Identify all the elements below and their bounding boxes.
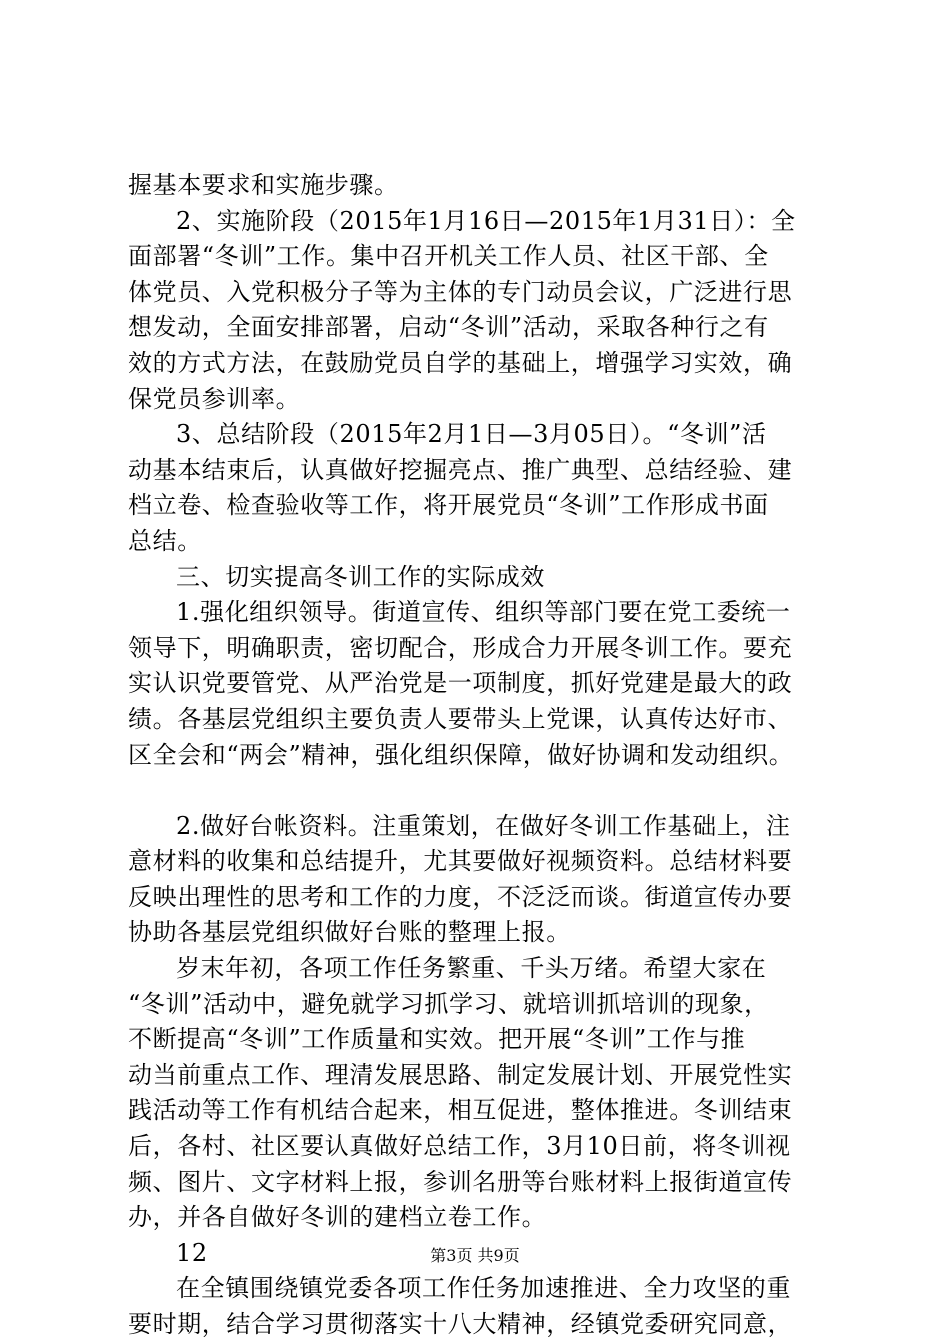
text-line-5: 想发动，全面安排部署，启动“冬训”活动，采取各种行之有: [128, 313, 769, 342]
text-line-25: 不断提高“冬训”工作质量和实效。把开展“冬训”工作与推: [128, 1025, 746, 1054]
text-line-9: 动基本结束后，认真做好挖掘亮点、推广典型、总结经验、建: [128, 455, 793, 484]
text-line-15: 实认识党要管党、从严治党是一项制度，抓好党建是最大的政: [128, 669, 793, 698]
text-line-7: 保党员参训率。: [128, 384, 301, 413]
text-line-10: 档立卷、检查验收等工作，将开展党员“冬训”工作形成书面: [128, 491, 769, 520]
text-line-13: 1.强化组织领导。街道宣传、组织等部门要在党工委统一: [176, 598, 791, 627]
text-line-14: 领导下，明确职责，密切配合，形成合力开展冬训工作。要充: [128, 633, 793, 662]
text-line-16: 绩。各基层党组织主要负责人要带头上党课，认真传达好市、: [128, 704, 793, 733]
text-line-8: 3、总结阶段（2015年2月1日—3月05日）。“冬训”活: [176, 420, 767, 449]
blank-line: [128, 773, 833, 809]
text-line-21: 反映出理性的思考和工作的力度，不泛泛而谈。街道宣传办要: [128, 882, 793, 911]
text-line-29: 频、图片、文字材料上报，参训名册等台账材料上报街道宣传: [128, 1167, 793, 1196]
text-line-20: 意材料的收集和总结提升，尤其要做好视频资料。总结材料要: [128, 847, 793, 876]
text-line-28: 后，各村、社区要认真做好总结工作，3月10日前，将冬训视: [128, 1132, 791, 1161]
text-line-4: 体党员、入党积极分子等为主体的专门动员会议，广泛进行思: [128, 277, 793, 306]
text-line-3: 面部署“冬训”工作。集中召开机关工作人员、社区干部、全: [128, 242, 769, 271]
section-heading: 三、切实提高冬训工作的实际成效: [176, 562, 545, 591]
text-line-31: 12: [176, 1238, 208, 1267]
text-line-1: 握基本要求和实施步骤。: [128, 171, 399, 199]
page-footer: 第3页 共9页: [430, 1246, 520, 1265]
text-line-11: 总结。: [128, 526, 202, 555]
text-line-32: 在全镇围绕镇党委各项工作任务加速推进、全力攻坚的重: [176, 1274, 791, 1303]
text-line-23: 岁末年初，各项工作任务繁重、千头万绪。希望大家在: [176, 954, 767, 983]
text-line-30: 办，并各自做好冬训的建档立卷工作。: [128, 1203, 547, 1232]
text-line-24: “冬训”活动中，避免就学习抓学习、就培训抓培训的现象，: [128, 989, 769, 1018]
text-line-22: 协助各基层党组织做好台账的整理上报。: [128, 918, 571, 947]
text-line-19: 2.做好台帐资料。注重策划，在做好冬训工作基础上，注: [176, 811, 791, 840]
text-line-26: 动当前重点工作、理清发展思路、制定发展计划、开展党性实: [128, 1060, 793, 1089]
document-body: [128, 168, 833, 1343]
text-line-2: 2、实施阶段（2015年1月16日—2015年1月31日）：全: [176, 206, 796, 235]
text-line-6: 效的方式方法，在鼓励党员自学的基础上，增强学习实效，确: [128, 348, 793, 377]
text-line-33: 要时期，结合学习贯彻落实十八大精神，经镇党委研究同意，: [128, 1310, 793, 1338]
text-line-17: 区全会和“两会”精神，强化组织保障，做好协调和发动组织。: [128, 740, 794, 769]
text-line-27: 践活动等工作有机结合起来，相互促进，整体推进。冬训结束: [128, 1096, 793, 1125]
